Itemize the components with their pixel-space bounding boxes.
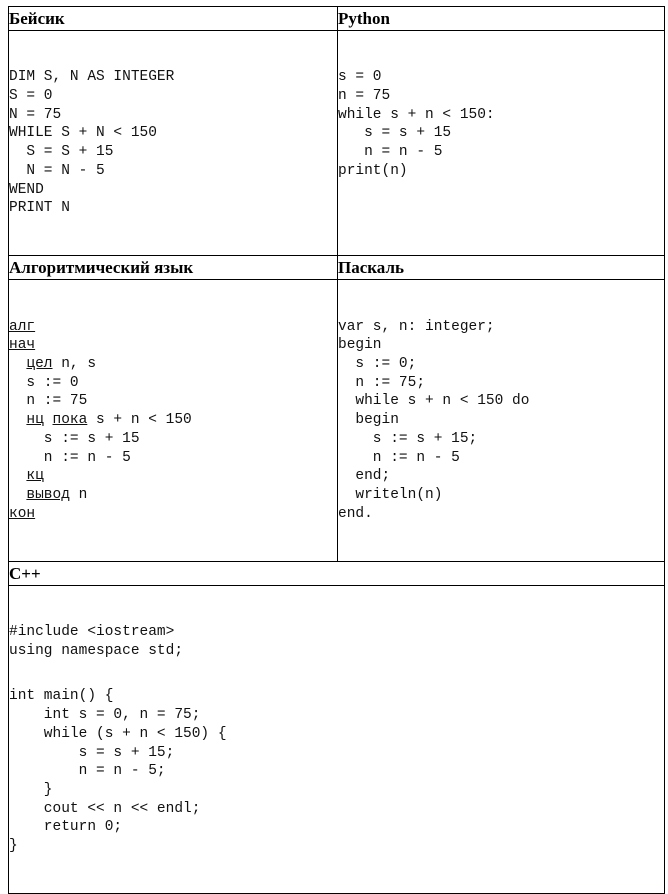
python-line: n = 75 <box>338 88 391 105</box>
pascal-code-cell <box>338 280 665 561</box>
python-line: n = n - 5 <box>338 144 443 161</box>
pascal-line: n := n - 5 <box>338 449 460 466</box>
alg-keyword: цел <box>26 356 53 373</box>
alg-text: n, s <box>52 356 97 373</box>
cpp-header: C++ <box>9 561 665 585</box>
basic-line: N = 75 <box>9 106 62 123</box>
basic-line: WHILE S + N < 150 <box>9 125 157 142</box>
basic-line: S = 0 <box>9 88 53 105</box>
alg-line <box>9 355 337 374</box>
pascal-line: n := 75; <box>338 374 426 391</box>
alg-keyword: вывод <box>26 486 70 503</box>
cpp-line: } <box>9 837 18 854</box>
alg-line: n := n - 5 <box>9 449 131 466</box>
basic-code-cell <box>9 31 338 256</box>
alg-line <box>9 486 337 505</box>
python-header: Python <box>338 7 665 31</box>
cpp-line: s = s + 15; <box>9 744 175 761</box>
cpp-line: cout << n << endl; <box>9 800 201 817</box>
cpp-line: } <box>9 781 53 798</box>
alg-keyword: кон <box>9 505 36 522</box>
alg-line: s := s + 15 <box>9 430 140 447</box>
basic-line: WEND <box>9 181 44 198</box>
basic-line: N = N - 5 <box>9 162 105 179</box>
cpp-line: n = n - 5; <box>9 763 166 780</box>
algorithmic-code-cell <box>9 280 338 561</box>
cpp-line: using namespace std; <box>9 642 184 659</box>
basic-line: S = S + 15 <box>9 144 114 161</box>
cpp-code-cell <box>9 585 665 893</box>
cpp-line: while (s + n < 150) { <box>9 725 227 742</box>
python-line: s = 0 <box>338 69 382 86</box>
alg-line <box>9 318 337 337</box>
alg-keyword: нц <box>26 412 44 429</box>
cpp-blank-gap <box>9 660 664 687</box>
cpp-line: #include <iostream> <box>9 624 175 641</box>
alg-text: n <box>69 486 88 503</box>
algorithmic-header: Алгоритмический язык <box>9 256 338 280</box>
alg-line: s := 0 <box>9 374 79 391</box>
cpp-line: int main() { <box>9 688 114 705</box>
pascal-header: Паскаль <box>338 256 665 280</box>
pascal-line: end. <box>338 505 373 522</box>
python-line: while s + n < 150: <box>338 106 495 123</box>
pascal-line: s := s + 15; <box>338 430 478 447</box>
pascal-line: writeln(n) <box>338 486 443 503</box>
python-line: s = s + 15 <box>338 125 452 142</box>
code-comparison-table <box>8 6 665 894</box>
alg-keyword: пока <box>52 412 88 429</box>
pascal-line: while s + n < 150 do <box>338 393 530 410</box>
pascal-line: var s, n: integer; <box>338 318 495 335</box>
pascal-line: begin <box>338 412 399 429</box>
alg-keyword: алг <box>9 318 36 335</box>
cpp-line: return 0; <box>9 819 123 836</box>
pascal-line: end; <box>338 468 391 485</box>
cpp-line: int s = 0, n = 75; <box>9 707 201 724</box>
python-line: print(n) <box>338 162 408 179</box>
pascal-line: s := 0; <box>338 356 417 373</box>
alg-line <box>9 411 337 430</box>
alg-text: s + n < 150 <box>87 412 192 429</box>
alg-line <box>9 336 337 355</box>
alg-keyword: нач <box>9 337 36 354</box>
basic-line: PRINT N <box>9 200 70 217</box>
basic-line: DIM S, N AS INTEGER <box>9 69 175 86</box>
python-code-cell <box>338 31 665 256</box>
alg-keyword: кц <box>26 468 44 485</box>
pascal-line: begin <box>338 337 382 354</box>
alg-line <box>9 505 337 524</box>
basic-header: Бейсик <box>9 7 338 31</box>
alg-line: n := 75 <box>9 393 88 410</box>
alg-line <box>9 467 337 486</box>
